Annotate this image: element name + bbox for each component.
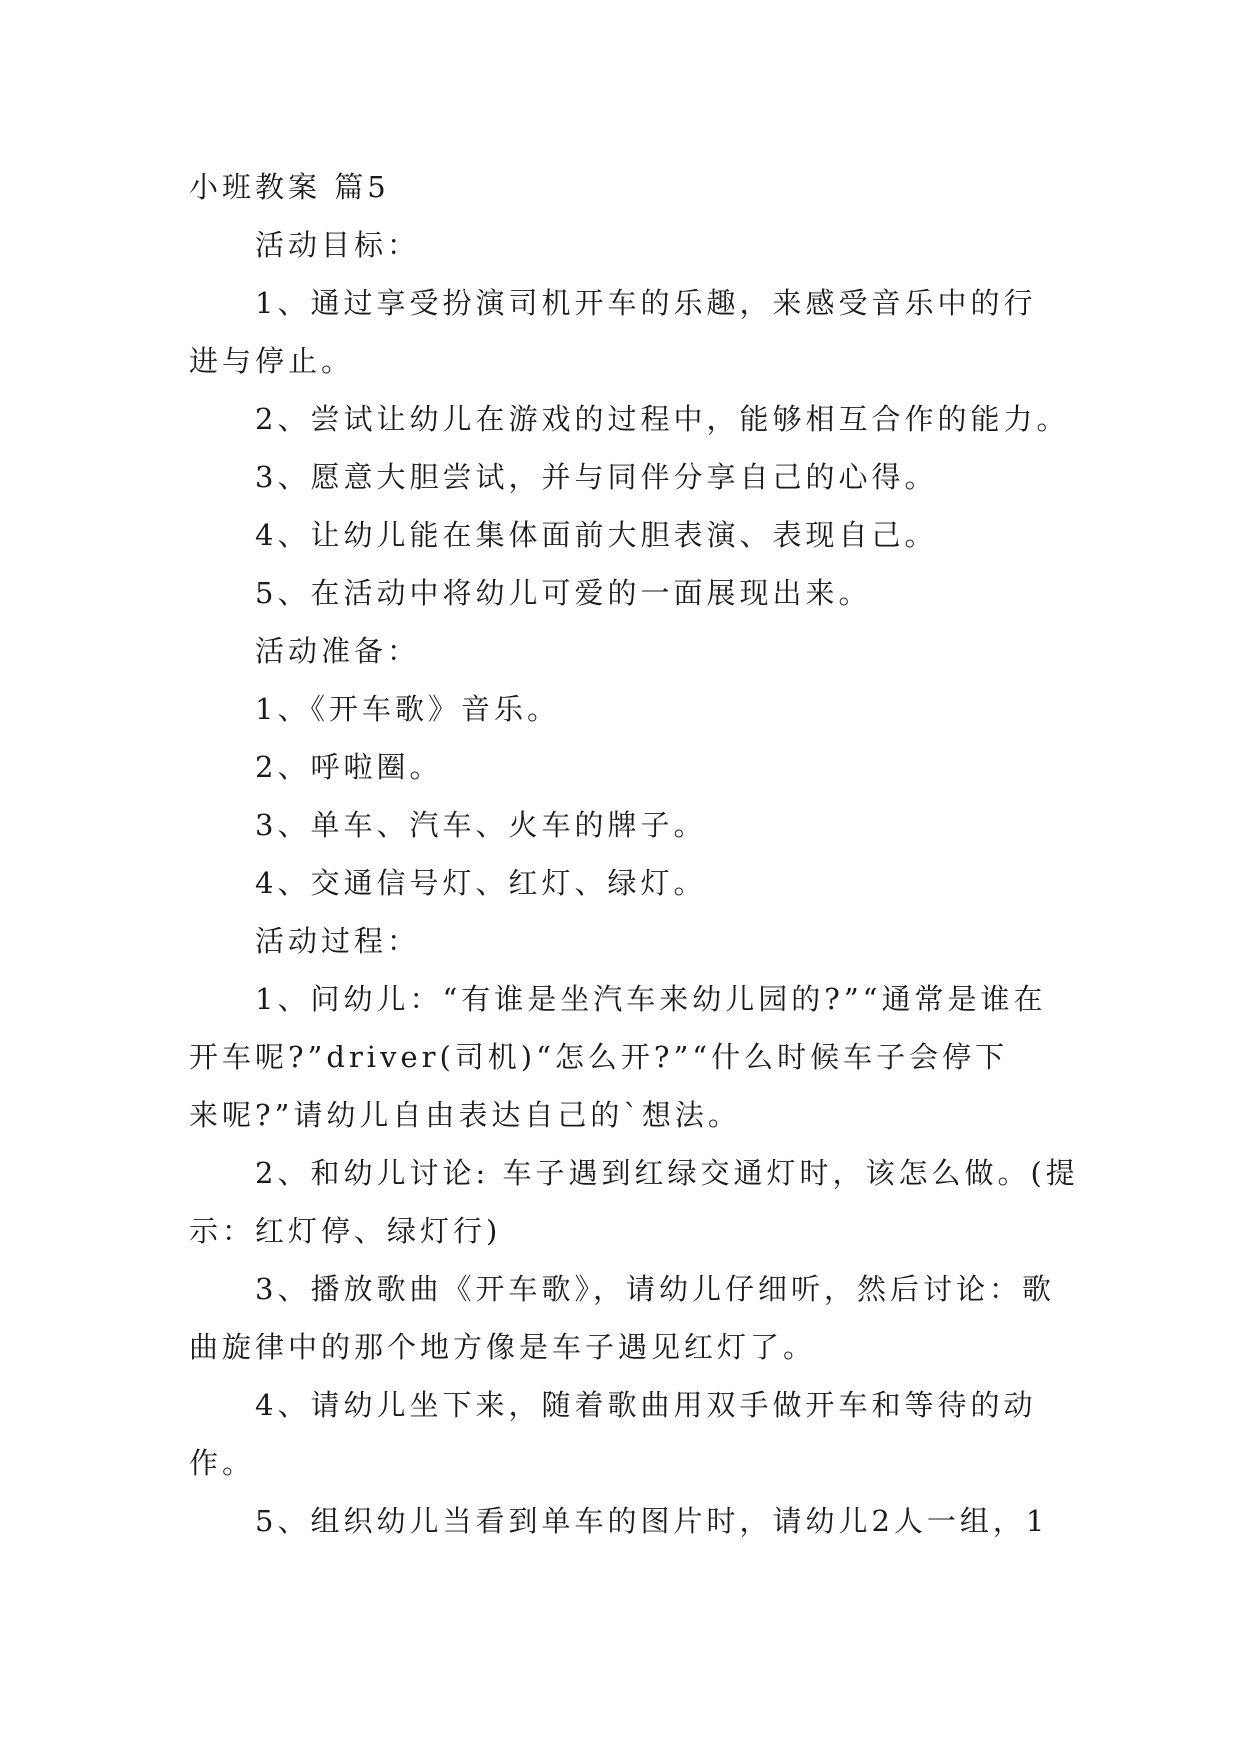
paragraph-line: 3、单车、汽车、火车的牌子。: [255, 808, 707, 842]
paragraph-line: 5、组织幼儿当看到单车的图片时，请幼儿2人一组，1: [255, 1504, 1049, 1538]
paragraph-line: 来呢?”请幼儿自由表达自己的`想法。: [189, 1098, 741, 1132]
paragraph-line: 4、让幼儿能在集体面前大胆表演、表现自己。: [255, 518, 938, 552]
paragraph-line: 进与停止。: [189, 344, 355, 378]
paragraph-line: 2、和幼儿讨论: 车子遇到红绿交通灯时，该怎么做。(提: [255, 1156, 1079, 1190]
section-heading-preparation: 活动准备：: [255, 634, 421, 668]
document-body: [189, 158, 1079, 1550]
paragraph-line: 3、播放歌曲《开车歌》，请幼儿仔细听，然后讨论：歌: [255, 1272, 1055, 1306]
paragraph-line: 1、问幼儿：“有谁是坐汽车来幼儿园的?”“通常是谁在: [255, 982, 1047, 1016]
paragraph-line: 3、愿意大胆尝试，并与同伴分享自己的心得。: [255, 460, 938, 494]
paragraph-line: 1、通过享受扮演司机开车的乐趣，来感受音乐中的行: [255, 286, 1037, 320]
paragraph-line: 4、请幼儿坐下来，随着歌曲用双手做开车和等待的动: [255, 1388, 1037, 1422]
paragraph-line: 开车呢?”driver(司机)“怎么开?”“什么时候车子会停下: [189, 1040, 1009, 1074]
paragraph-line: 2、尝试让幼儿在游戏的过程中，能够相互合作的能力。: [255, 402, 1070, 436]
paragraph-line: 1、《开车歌》音乐。: [255, 692, 560, 726]
paragraph-line: 示：红灯停、绿灯行): [189, 1214, 502, 1248]
document-title: 小班教案 篇5: [189, 170, 390, 204]
paragraph-line: 2、呼啦圈。: [255, 750, 443, 784]
section-heading-goals: 活动目标：: [255, 228, 421, 262]
paragraph-line: 4、交通信号灯、红灯、绿灯。: [255, 866, 707, 900]
section-heading-process: 活动过程：: [255, 924, 421, 958]
paragraph-line: 作。: [189, 1446, 256, 1480]
paragraph-line: 5、在活动中将幼儿可爱的一面展现出来。: [255, 576, 872, 610]
paragraph-line: 曲旋律中的那个地方像是车子遇见红灯了。: [189, 1330, 817, 1364]
